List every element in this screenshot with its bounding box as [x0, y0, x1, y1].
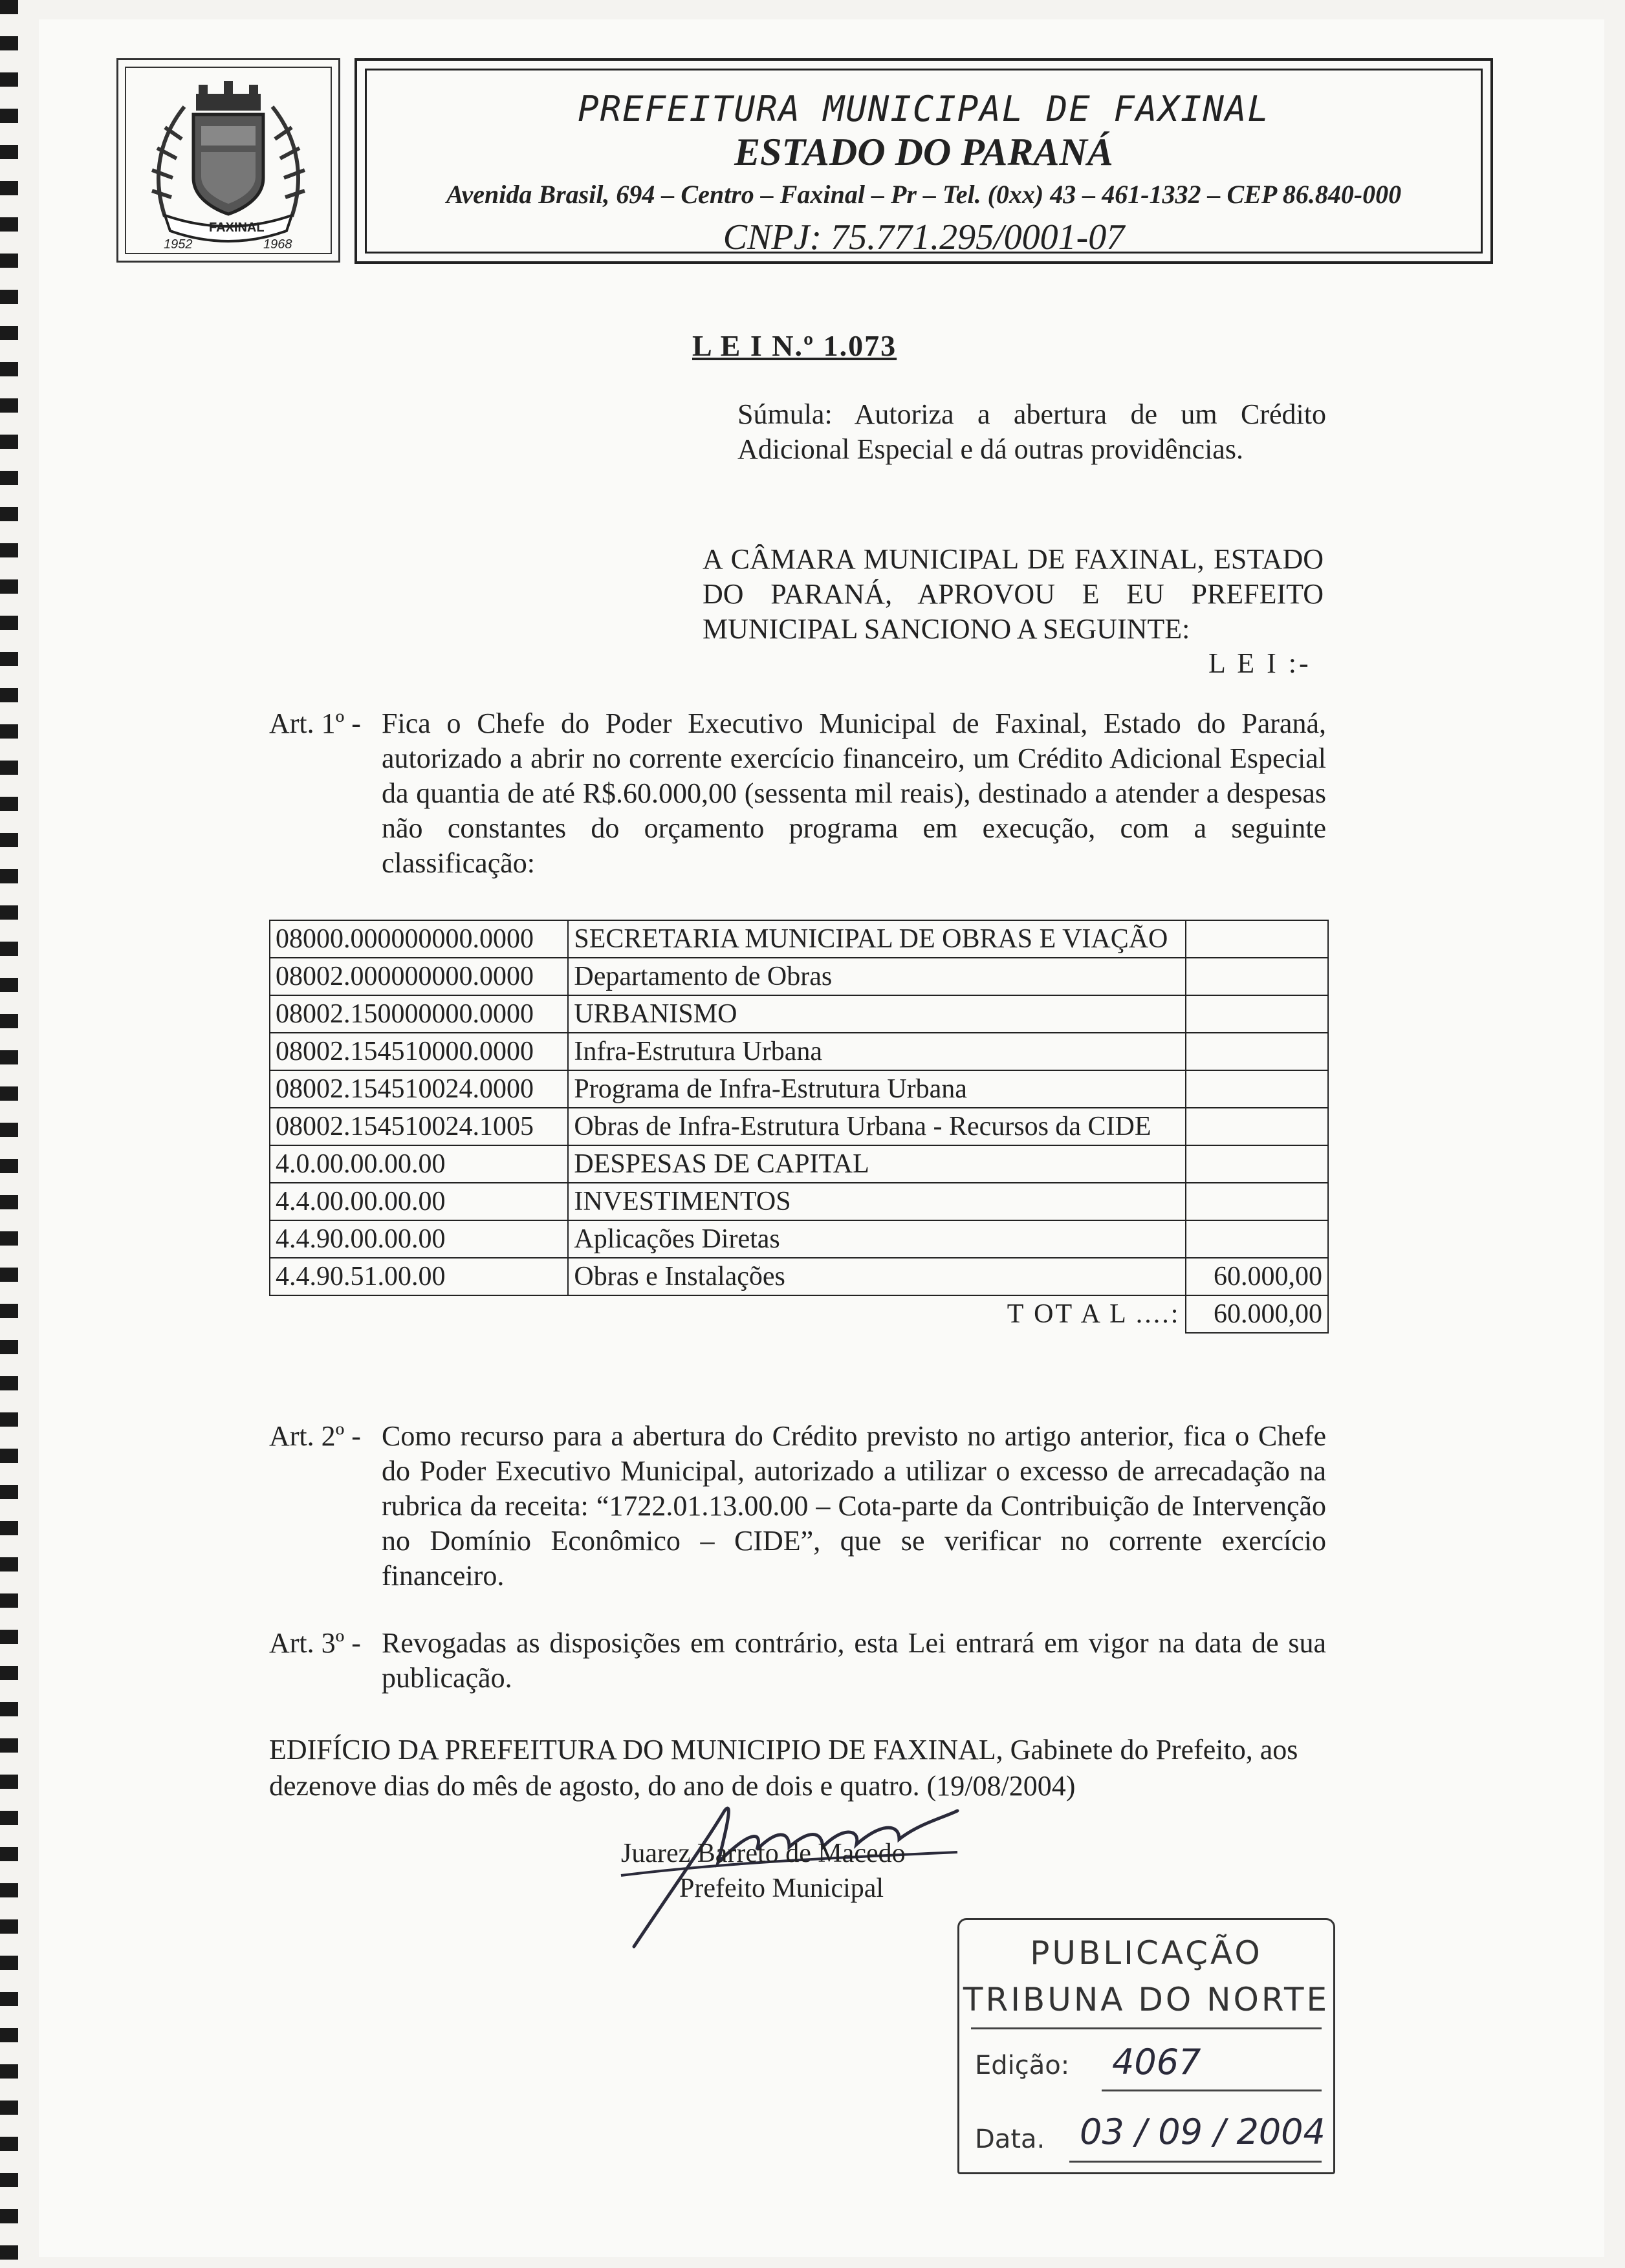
table-total-label: T OT A L ....:: [270, 1295, 1186, 1333]
table-row: [270, 1033, 1328, 1070]
crest-frame: [116, 58, 340, 263]
table-cell-code: 08002.000000000.0000: [270, 958, 568, 995]
spiral-binding: [0, 0, 18, 2268]
crest-banner-text: FAXINAL: [209, 221, 265, 235]
stamp-edition-value: 4067: [1112, 2042, 1201, 2082]
table-total-row: [270, 1295, 1328, 1333]
table-cell-code: 08002.154510024.0000: [270, 1070, 568, 1108]
table-cell-code: 08002.154510024.1005: [270, 1108, 568, 1145]
stamp-date-value: 03 / 09 / 2004: [1080, 2111, 1325, 2152]
table-row: [270, 1070, 1328, 1108]
stamp-date-label: Data.: [975, 2124, 1045, 2154]
table-cell-desc: Infra-Estrutura Urbana: [568, 1033, 1186, 1070]
table-cell-value: [1186, 1070, 1328, 1108]
table-cell-value: [1186, 958, 1328, 995]
table-cell-desc: INVESTIMENTOS: [568, 1183, 1186, 1220]
table-row: [270, 1220, 1328, 1258]
stamp-title: PUBLICAÇÃO: [1030, 1934, 1263, 1972]
letterhead-municipality: PREFEITURA MUNICIPAL DE FAXINAL: [578, 89, 1270, 129]
table-cell-code: 4.4.90.00.00.00: [270, 1220, 568, 1258]
stamp-newspaper: TRIBUNA DO NORTE: [963, 1981, 1330, 2018]
table-cell-code: 4.0.00.00.00.00: [270, 1145, 568, 1183]
signatory-role: Prefeito Municipal: [679, 1874, 884, 1903]
table-row: [270, 995, 1328, 1033]
table-cell-desc: SECRETARIA MUNICIPAL DE OBRAS E VIAÇÃO: [568, 920, 1186, 958]
table-row: [270, 920, 1328, 958]
article-1: [269, 706, 1336, 900]
budget-classification-table: [269, 920, 1329, 1334]
table-row: [270, 1145, 1328, 1183]
table-cell-value: [1186, 1033, 1328, 1070]
table-cell-desc: Programa de Infra-Estrutura Urbana: [568, 1070, 1186, 1108]
table-row: [270, 1258, 1328, 1295]
signatory-name: Juarez Barreto de Macedo: [621, 1839, 906, 1868]
table-cell-code: 08000.000000000.0000: [270, 920, 568, 958]
table-cell-value: [1186, 1183, 1328, 1220]
table-cell-desc: DESPESAS DE CAPITAL: [568, 1145, 1186, 1183]
table-row: [270, 1183, 1328, 1220]
table-cell-desc: Obras de Infra-Estrutura Urbana - Recursos da CIDE: [568, 1108, 1186, 1145]
law-title: L E I N.º 1.073: [692, 329, 897, 362]
table-cell-value: [1186, 995, 1328, 1033]
table-cell-value: [1186, 1220, 1328, 1258]
table-cell-desc: Obras e Instalações: [568, 1258, 1186, 1295]
table-cell-value: [1186, 920, 1328, 958]
law-preamble: A CÂMARA MUNICIPAL DE FAXINAL, ESTADO DO PARANÁ, APROVOU E EU PREFEITO MUNICIPAL SANCIONO A SEGUINTE:: [703, 543, 1324, 645]
table-total-value: 60.000,00: [1186, 1295, 1328, 1333]
table-row: [270, 958, 1328, 995]
letterhead-address: Avenida Brasil, 694 – Centro – Faxinal – Pr – Tel. (0xx) 43 – 461-1332 – CEP 86.840-000: [446, 180, 1402, 209]
closing-paragraph: EDIFÍCIO DA PREFEITURA DO MUNICIPIO DE FAXINAL, Gabinete do Prefeito, aos dezenove dias do mês de agosto, do ano de dois e quatro. (19/08/2004): [269, 1734, 1298, 1802]
table-cell-code: 08002.154510000.0000: [270, 1033, 568, 1070]
article-3-text: Revogadas as disposições em contrário, esta Lei entrará em vigor na data de sua publicação.: [382, 1627, 1326, 1694]
letterhead-state: ESTADO DO PARANÁ: [734, 131, 1113, 173]
document-page: [39, 19, 1604, 2257]
article-1-label: Art. 1º -: [269, 707, 361, 739]
letterhead-cnpj: CNPJ: 75.771.295/0001-07: [723, 217, 1125, 257]
law-summary: Súmula: Autoriza a abertura de um Crédito Adicional Especial e dá outras providências.: [737, 398, 1326, 465]
table-cell-value: [1186, 1108, 1328, 1145]
article-2-label: Art. 2º -: [269, 1420, 361, 1452]
crest-year-right: 1968: [263, 237, 292, 252]
letterhead: [354, 58, 1493, 264]
table-cell-desc: URBANISMO: [568, 995, 1186, 1033]
article-2-text: Como recurso para a abertura do Crédito previsto no artigo anterior, fica o Chefe do Poder Executivo Municipal, autorizado a utilizar o excesso de arrecadação na rubrica da receita: “1722.01.13.00.00 – Cota-parte da Contribuição de Intervenção no Domínio Econômico – CIDE”, que se verificar no corrente exercício financeiro.: [382, 1420, 1326, 1592]
table-cell-desc: Aplicações Diretas: [568, 1220, 1186, 1258]
table-cell-code: 08002.150000000.0000: [270, 995, 568, 1033]
table-row: [270, 1108, 1328, 1145]
table-cell-value: [1186, 1145, 1328, 1183]
table-cell-value: 60.000,00: [1186, 1258, 1328, 1295]
article-2: [269, 1419, 1336, 1600]
table-cell-code: 4.4.00.00.00.00: [270, 1183, 568, 1220]
table-cell-desc: Departamento de Obras: [568, 958, 1186, 995]
stamp-edition-label: Edição:: [975, 2051, 1070, 2080]
article-3-label: Art. 3º -: [269, 1627, 361, 1659]
article-3: [269, 1626, 1336, 1703]
table-cell-code: 4.4.90.51.00.00: [270, 1258, 568, 1295]
crest-year-left: 1952: [164, 237, 193, 252]
article-1-text: Fica o Chefe do Poder Executivo Municipal de Faxinal, Estado do Paraná, autorizado a abrir no corrente exercício financeiro, um Crédito Adicional Especial da quantia de até R$.60.000,00 (sessenta mil reais), destinado a atender a despesas não constantes do orçamento programa em execução, com a seguinte classificação:: [382, 707, 1326, 879]
publication-stamp: [957, 1918, 1335, 2174]
law-enactment-marker: L E I :-: [1208, 647, 1311, 679]
